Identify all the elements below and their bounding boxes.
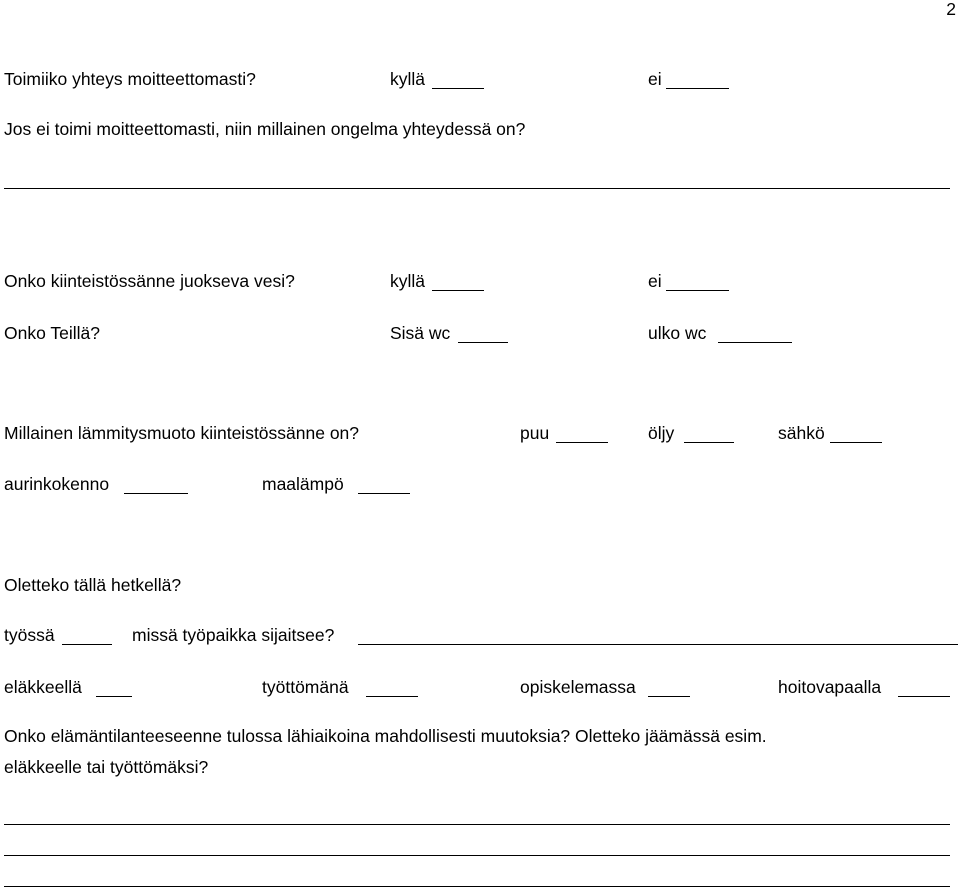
status-retired-blank[interactable] — [96, 696, 132, 697]
page-number: 2 — [946, 0, 956, 19]
heating-electric-blank[interactable] — [830, 442, 882, 443]
status-studying-blank[interactable] — [648, 696, 690, 697]
status-option-unemployed: työttömänä — [262, 677, 349, 697]
toilet-indoor-label: Sisä wc — [390, 323, 451, 343]
heating-option-wood: puu — [520, 423, 550, 443]
heating-oil-blank[interactable] — [684, 442, 734, 443]
heating-question: Millainen lämmitysmuoto kiinteistössänne on? — [4, 423, 360, 443]
status-parental-leave-blank[interactable] — [898, 696, 950, 697]
water-no-blank[interactable] — [666, 290, 729, 291]
toilet-question: Onko Teillä? — [4, 323, 100, 343]
connection-problem-question: Jos ei toimi moitteettomasti, niin millainen ongelma yhteydessä on? — [4, 119, 526, 139]
water-no-label: ei — [648, 271, 662, 291]
future-answer-line-3[interactable] — [4, 886, 950, 887]
connection-problem-answer-line[interactable] — [4, 188, 950, 189]
future-question-line1: Onko elämäntilanteeseenne tulossa lähiaikoina mahdollisesti muutoksia? Oletteko jäämässä esim. — [4, 726, 767, 746]
toilet-indoor-blank[interactable] — [458, 342, 508, 343]
connection-no-label: ei — [648, 69, 662, 89]
status-option-studying: opiskelemassa — [520, 677, 636, 697]
future-question-line2: eläkkeelle tai työttömäksi? — [4, 757, 209, 777]
status-question: Oletteko tällä hetkellä? — [4, 575, 182, 595]
heating-option-geothermal: maalämpö — [262, 474, 344, 494]
status-unemployed-blank[interactable] — [366, 696, 418, 697]
status-option-retired: eläkkeellä — [4, 677, 82, 697]
connection-no-blank[interactable] — [666, 88, 729, 89]
status-working-label: työssä — [4, 625, 55, 645]
heating-option-solar: aurinkokenno — [4, 474, 110, 494]
future-answer-line-1[interactable] — [4, 824, 950, 825]
heating-option-oil: öljy — [648, 423, 675, 443]
water-yes-label: kyllä — [390, 271, 426, 291]
toilet-outdoor-blank[interactable] — [718, 342, 792, 343]
connection-question: Toimiiko yhteys moitteettomasti? — [4, 69, 256, 89]
status-working-blank[interactable] — [62, 644, 112, 645]
heating-solar-blank[interactable] — [124, 493, 188, 494]
status-option-parental-leave: hoitovapaalla — [778, 677, 882, 697]
water-yes-blank[interactable] — [432, 290, 484, 291]
workplace-question: missä työpaikka sijaitsee? — [132, 625, 335, 645]
heating-option-electric: sähkö — [778, 423, 825, 443]
water-question: Onko kiinteistössänne juokseva vesi? — [4, 271, 295, 291]
heating-geothermal-blank[interactable] — [358, 493, 410, 494]
heating-wood-blank[interactable] — [556, 442, 608, 443]
connection-yes-blank[interactable] — [432, 88, 484, 89]
toilet-outdoor-label: ulko wc — [648, 323, 707, 343]
future-answer-line-2[interactable] — [4, 855, 950, 856]
connection-yes-label: kyllä — [390, 69, 426, 89]
workplace-answer-line[interactable] — [358, 644, 958, 645]
